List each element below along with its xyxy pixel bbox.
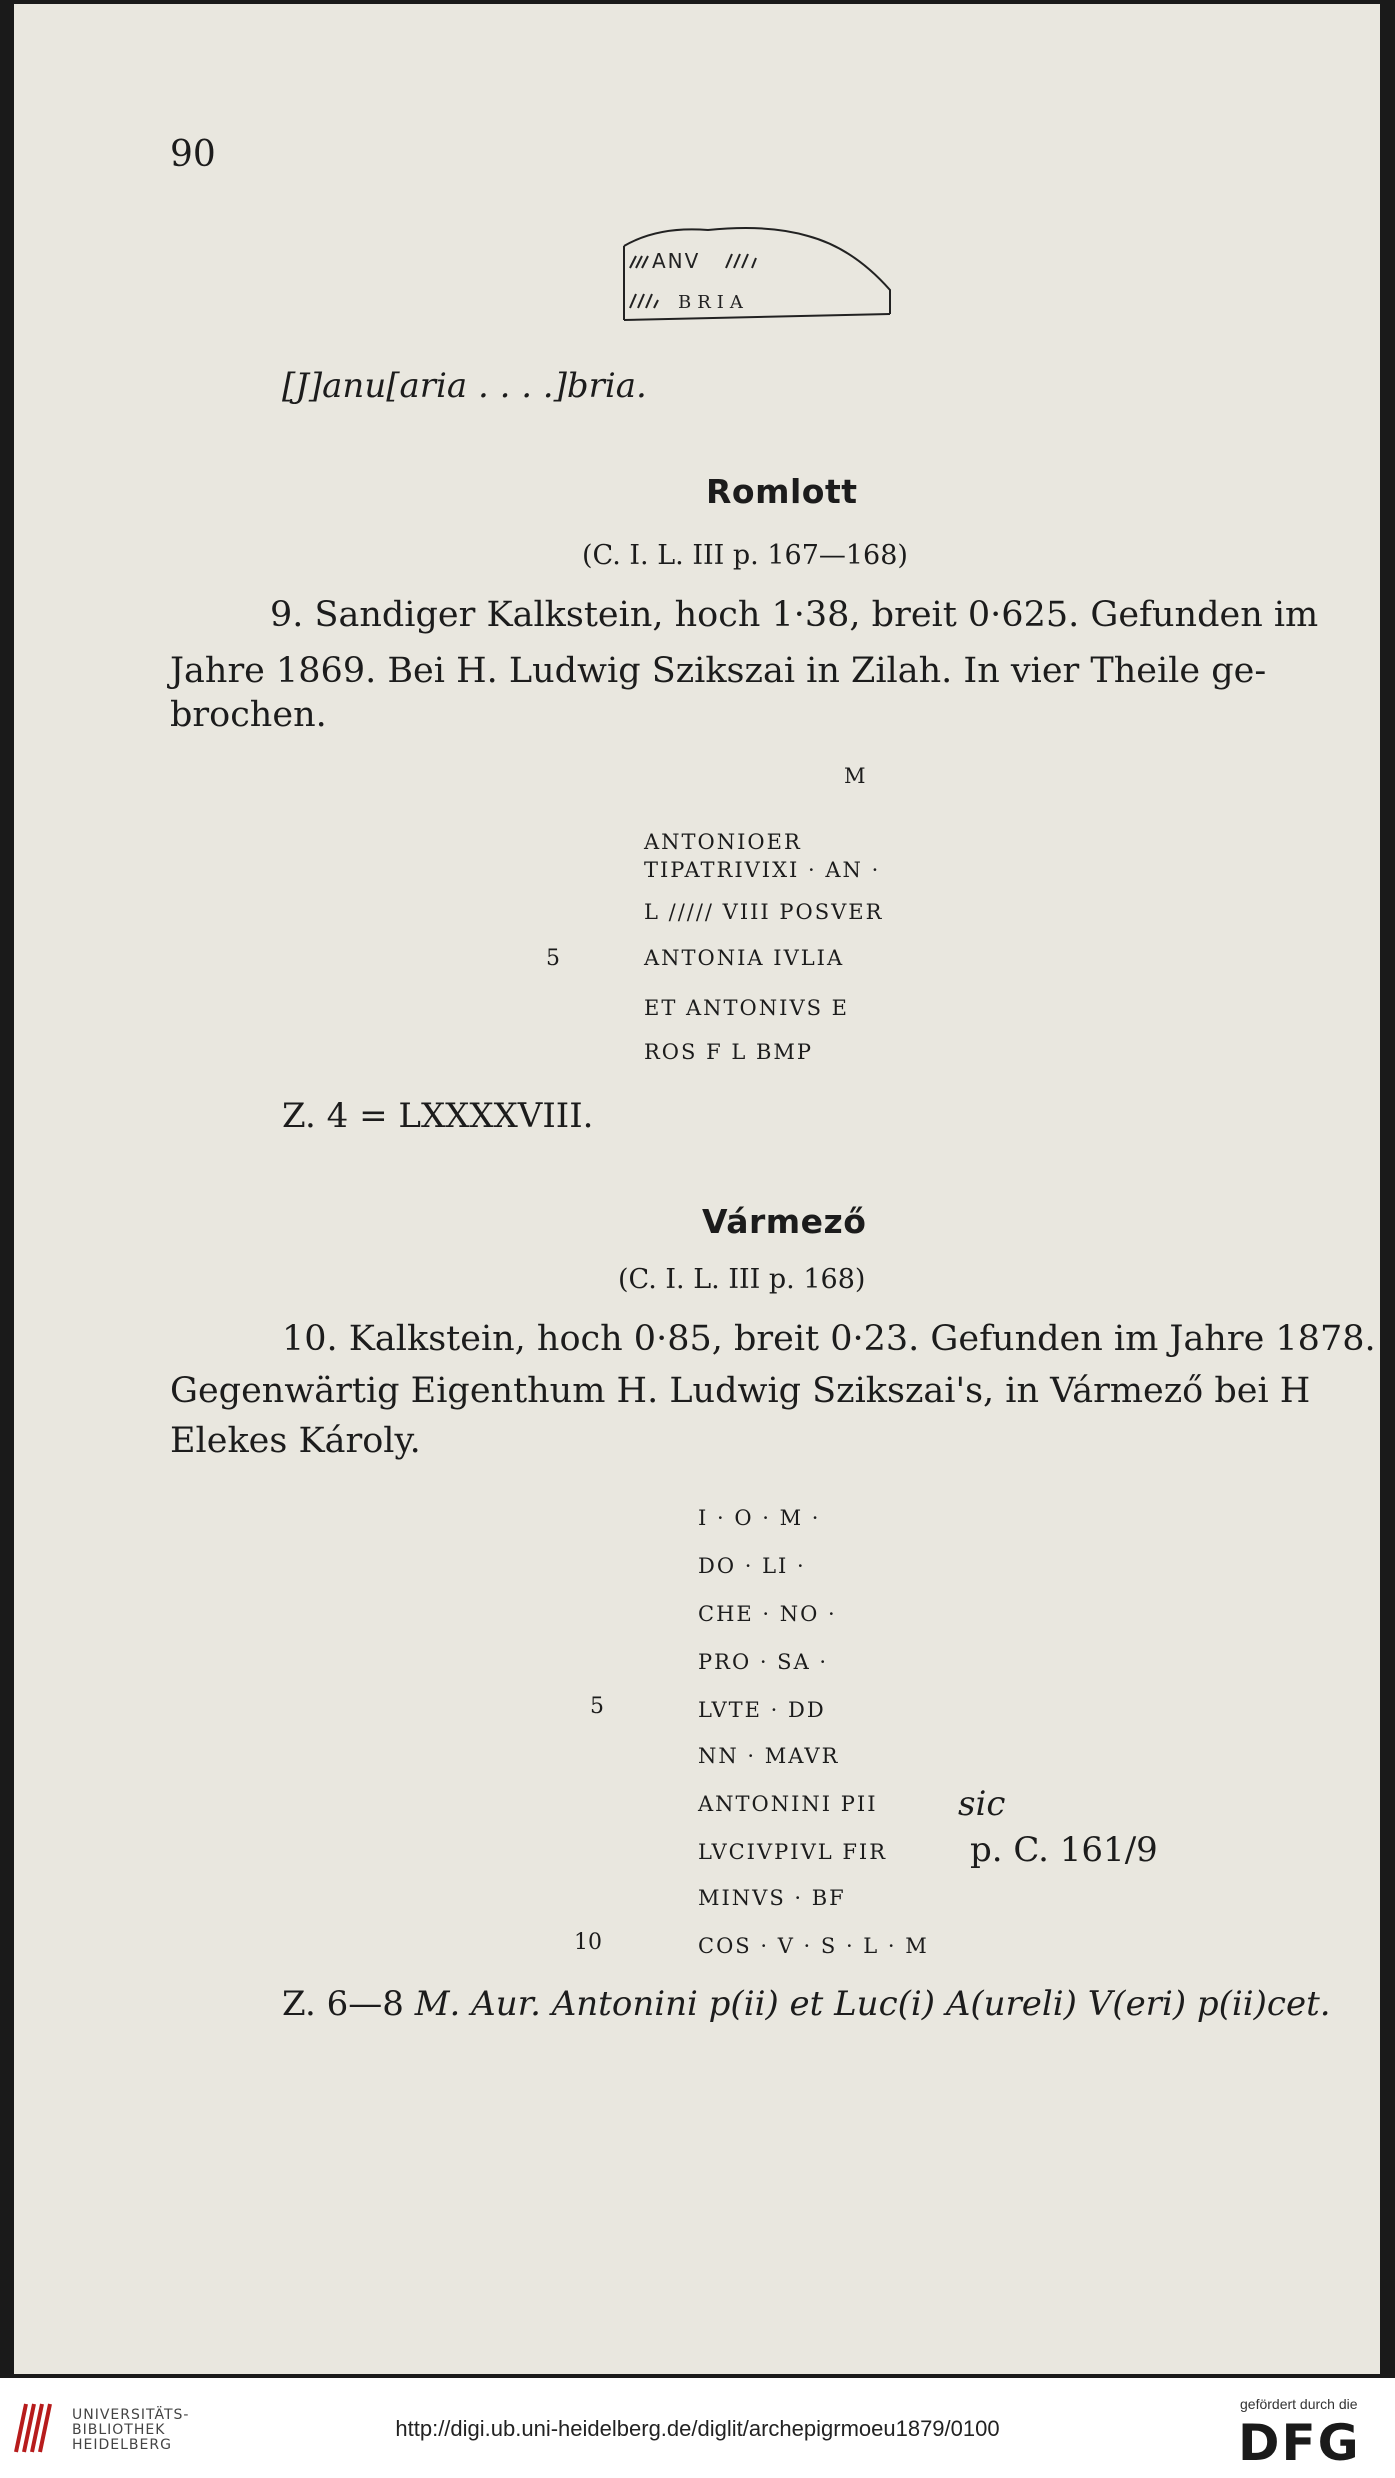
line-number: 5 <box>590 1694 604 1719</box>
inscription-line: PRO · SA · <box>698 1650 829 1674</box>
inscription-line: LVTE · DD <box>698 1698 826 1722</box>
fragment-line-2: BRIA <box>678 292 749 313</box>
section-ref-varmezo: (C. I. L. III p. 168) <box>618 1264 866 1295</box>
footer-bar <box>0 2378 1395 2478</box>
inscription-line: NN · MAVR <box>698 1744 840 1768</box>
page-number: 90 <box>170 134 216 175</box>
paragraph-line: Gegenwärtig Eigenthum H. Ludwig Szikszai's, in Vármező bei H <box>170 1371 1311 1411</box>
note-body: M. Aur. Antonini p(ii) et Luc(i) A(ureli) V(eri) p(ii)cet. <box>414 1984 1331 2024</box>
margin-reference: p. C. 161/9 <box>970 1830 1158 1870</box>
inscription-line: ANTONIOER <box>644 830 802 854</box>
note-prefix: Z. 6—8 <box>282 1984 404 2024</box>
permalink-url[interactable]: http://digi.ub.uni-heidelberg.de/diglit/archepigrmoeu1879/0100 <box>395 2416 1000 2441</box>
fragment-line-1: ANV <box>652 249 701 273</box>
fragment-restoration: [J]anu[aria . . . .]bria. <box>282 366 647 406</box>
line-number: 10 <box>574 1930 602 1955</box>
dfg-logo: DFG <box>1238 2414 1361 2472</box>
funded-by-label: gefördert durch die <box>1240 2396 1358 2412</box>
logo-line: BIBLIOTHEK <box>72 2422 166 2438</box>
inscription-line: COS · V · S · L · M <box>698 1934 929 1958</box>
section-ref-romlott: (C. I. L. III p. 167—168) <box>582 540 908 571</box>
paragraph-line: 9. Sandiger Kalkstein, hoch 1·38, breit 0·625. Gefunden im <box>270 595 1319 635</box>
paragraph-romlott <box>268 588 1395 643</box>
paragraph-line: brochen. <box>170 695 327 735</box>
scanned-page <box>14 4 1380 2374</box>
inscription-line: CHE · NO · <box>698 1602 837 1626</box>
note-varmezo <box>282 1984 1331 2024</box>
inscription-line: ANTONINI PII <box>698 1792 878 1816</box>
note-romlott: Z. 4 = LXXXXVIII. <box>282 1096 594 1136</box>
logo-line: UNIVERSITÄTS- <box>72 2407 190 2423</box>
logo-line: HEIDELBERG <box>72 2437 172 2453</box>
inscription-line: ANTONIA IVLIA <box>644 946 845 970</box>
section-title-varmezo: Vármező <box>702 1202 867 1241</box>
inscription-line: I · O · M · <box>698 1506 821 1530</box>
inscription-fragment-drawing <box>618 218 898 330</box>
margin-sic: sic <box>958 1784 1006 1824</box>
inscription-line: TIPATRIVIXI · AN · <box>644 858 881 882</box>
line-number: 5 <box>546 946 560 971</box>
inscription-line: M <box>844 764 868 788</box>
section-title-romlott: Romlott <box>706 472 858 511</box>
inscription-line: MINVS · BF <box>698 1886 846 1910</box>
inscription-line: L ///// VIII POSVER <box>644 900 884 924</box>
paragraph-line: Elekes Károly. <box>170 1421 421 1461</box>
inscription-line: DO · LI · <box>698 1554 806 1578</box>
inscription-line: LVCIVPIVL FIR <box>698 1840 888 1864</box>
paragraph-line: 10. Kalkstein, hoch 0·85, breit 0·23. Gefunden im Jahre 1878. <box>282 1319 1376 1359</box>
inscription-line: ROS F L BMP <box>644 1040 814 1064</box>
inscription-line: ET ANTONIVS E <box>644 996 850 1020</box>
paragraph-line: Jahre 1869. Bei H. Ludwig Szikszai in Zilah. In vier Theile ge- <box>170 651 1267 691</box>
